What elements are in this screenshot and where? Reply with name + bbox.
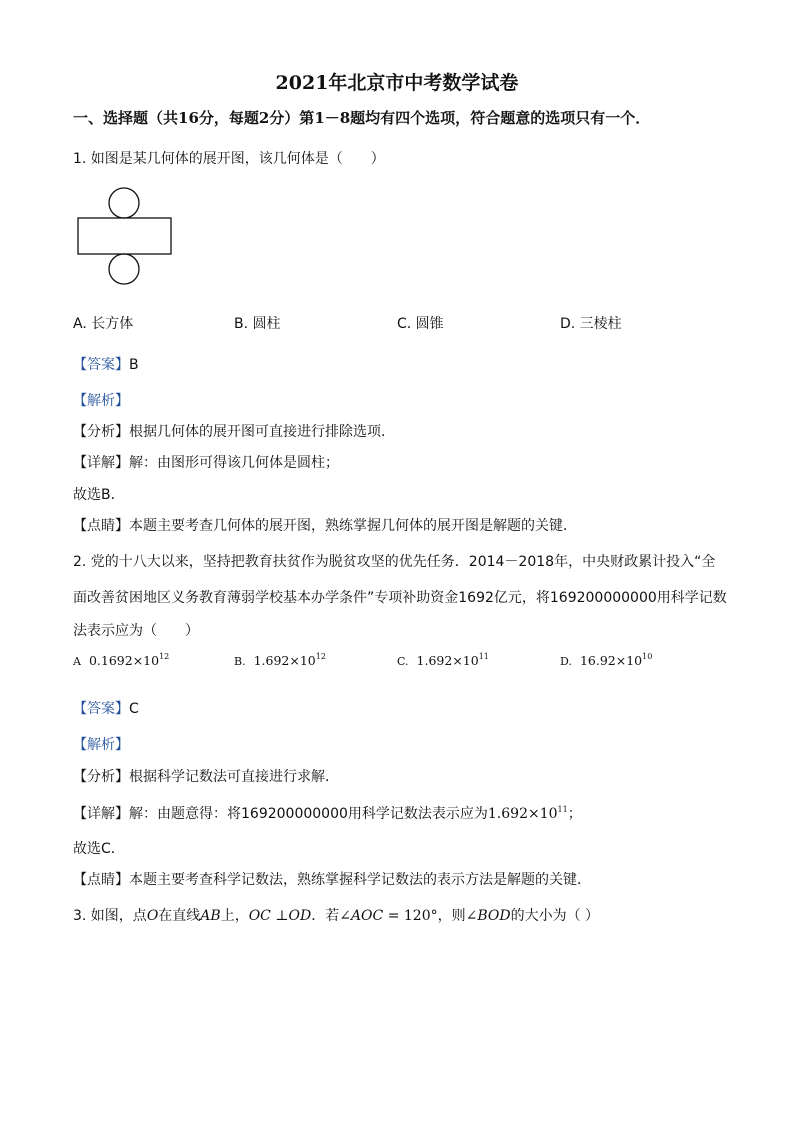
q1-option-c: C. 圆锥 [397, 316, 444, 332]
q1-answer [73, 354, 139, 374]
q2-stem-line1: 2. 党的十八大以来，坚持把教育扶贫作为脱贫攻坚的优先任务．2014－2018年，中央财政累计投入“全 [73, 554, 716, 570]
page-title: 2021年北京市中考数学试卷 [275, 72, 519, 94]
q2-stem-line2: 面改善贫困地区义务教育薄弱学校基本办学条件”专项补助资金1692亿元，将169200000000用科学记数 [73, 590, 727, 606]
q1-guxuan: 故选B． [73, 487, 125, 503]
q2-xiangjie: 【详解】解：由题意得：将169200000000用科学记数法表示应为$1.692\times 10^{11}$； [73, 805, 582, 822]
q2-jiexi-label: 【解析】 [73, 737, 129, 753]
q3-stem: 3. 如图，点O在直线AB上，OC ⊥OD．若∠AOC = 120°，则∠BOD的大小为（ ） [73, 908, 600, 924]
q1-jiexi-label: 【解析】 [73, 393, 129, 409]
net-rectangle [78, 218, 171, 254]
q2-fenxi: 【分析】根据科学记数法可直接进行求解． [73, 769, 339, 785]
q2-stem-line3: 法表示应为（ ） [73, 623, 199, 639]
net-top-circle [109, 188, 139, 218]
answer-value: B [129, 357, 139, 373]
q1-stem: 1. 如图是某几何体的展开图，该几何体是（ ） [73, 151, 385, 167]
net-bottom-circle [109, 254, 139, 284]
q2-option-d: D. $16.92\times 10^{10}$ [560, 652, 653, 668]
q2-answer [73, 698, 139, 718]
q1-fenxi: 【分析】根据几何体的展开图可直接进行排除选项． [73, 424, 395, 440]
q1-dianjing: 【点睛】本题主要考查几何体的展开图，熟练掌握几何体的展开图是解题的关键． [73, 518, 577, 534]
q2-dianjing: 【点睛】本题主要考查科学记数法，熟练掌握科学记数法的表示方法是解题的关键． [73, 872, 591, 888]
q1-option-b: B. 圆柱 [234, 316, 281, 332]
answer-value: C [129, 701, 139, 717]
q1-net-figure [76, 186, 174, 286]
q2-guxuan: 故选C． [73, 841, 125, 857]
answer-label: 【答案】 [73, 357, 129, 373]
q1-option-a: A. 长方体 [73, 316, 134, 332]
q2-option-a: A $0.1692\times 10^{12}$ [73, 652, 170, 668]
q2-option-b: B. $1.692\times 10^{12}$ [234, 652, 326, 668]
answer-label: 【答案】 [73, 701, 129, 717]
section-heading: 一、选择题（共16分，每题2分）第1－8题均有四个选项，符合题意的选项只有一个． [73, 109, 651, 127]
q1-option-d: D. 三棱柱 [560, 316, 622, 332]
q2-option-c: C. $1.692\times 10^{11}$ [397, 652, 489, 668]
q1-xiangjie: 【详解】解：由图形可得该几何体是圆柱； [73, 455, 339, 471]
